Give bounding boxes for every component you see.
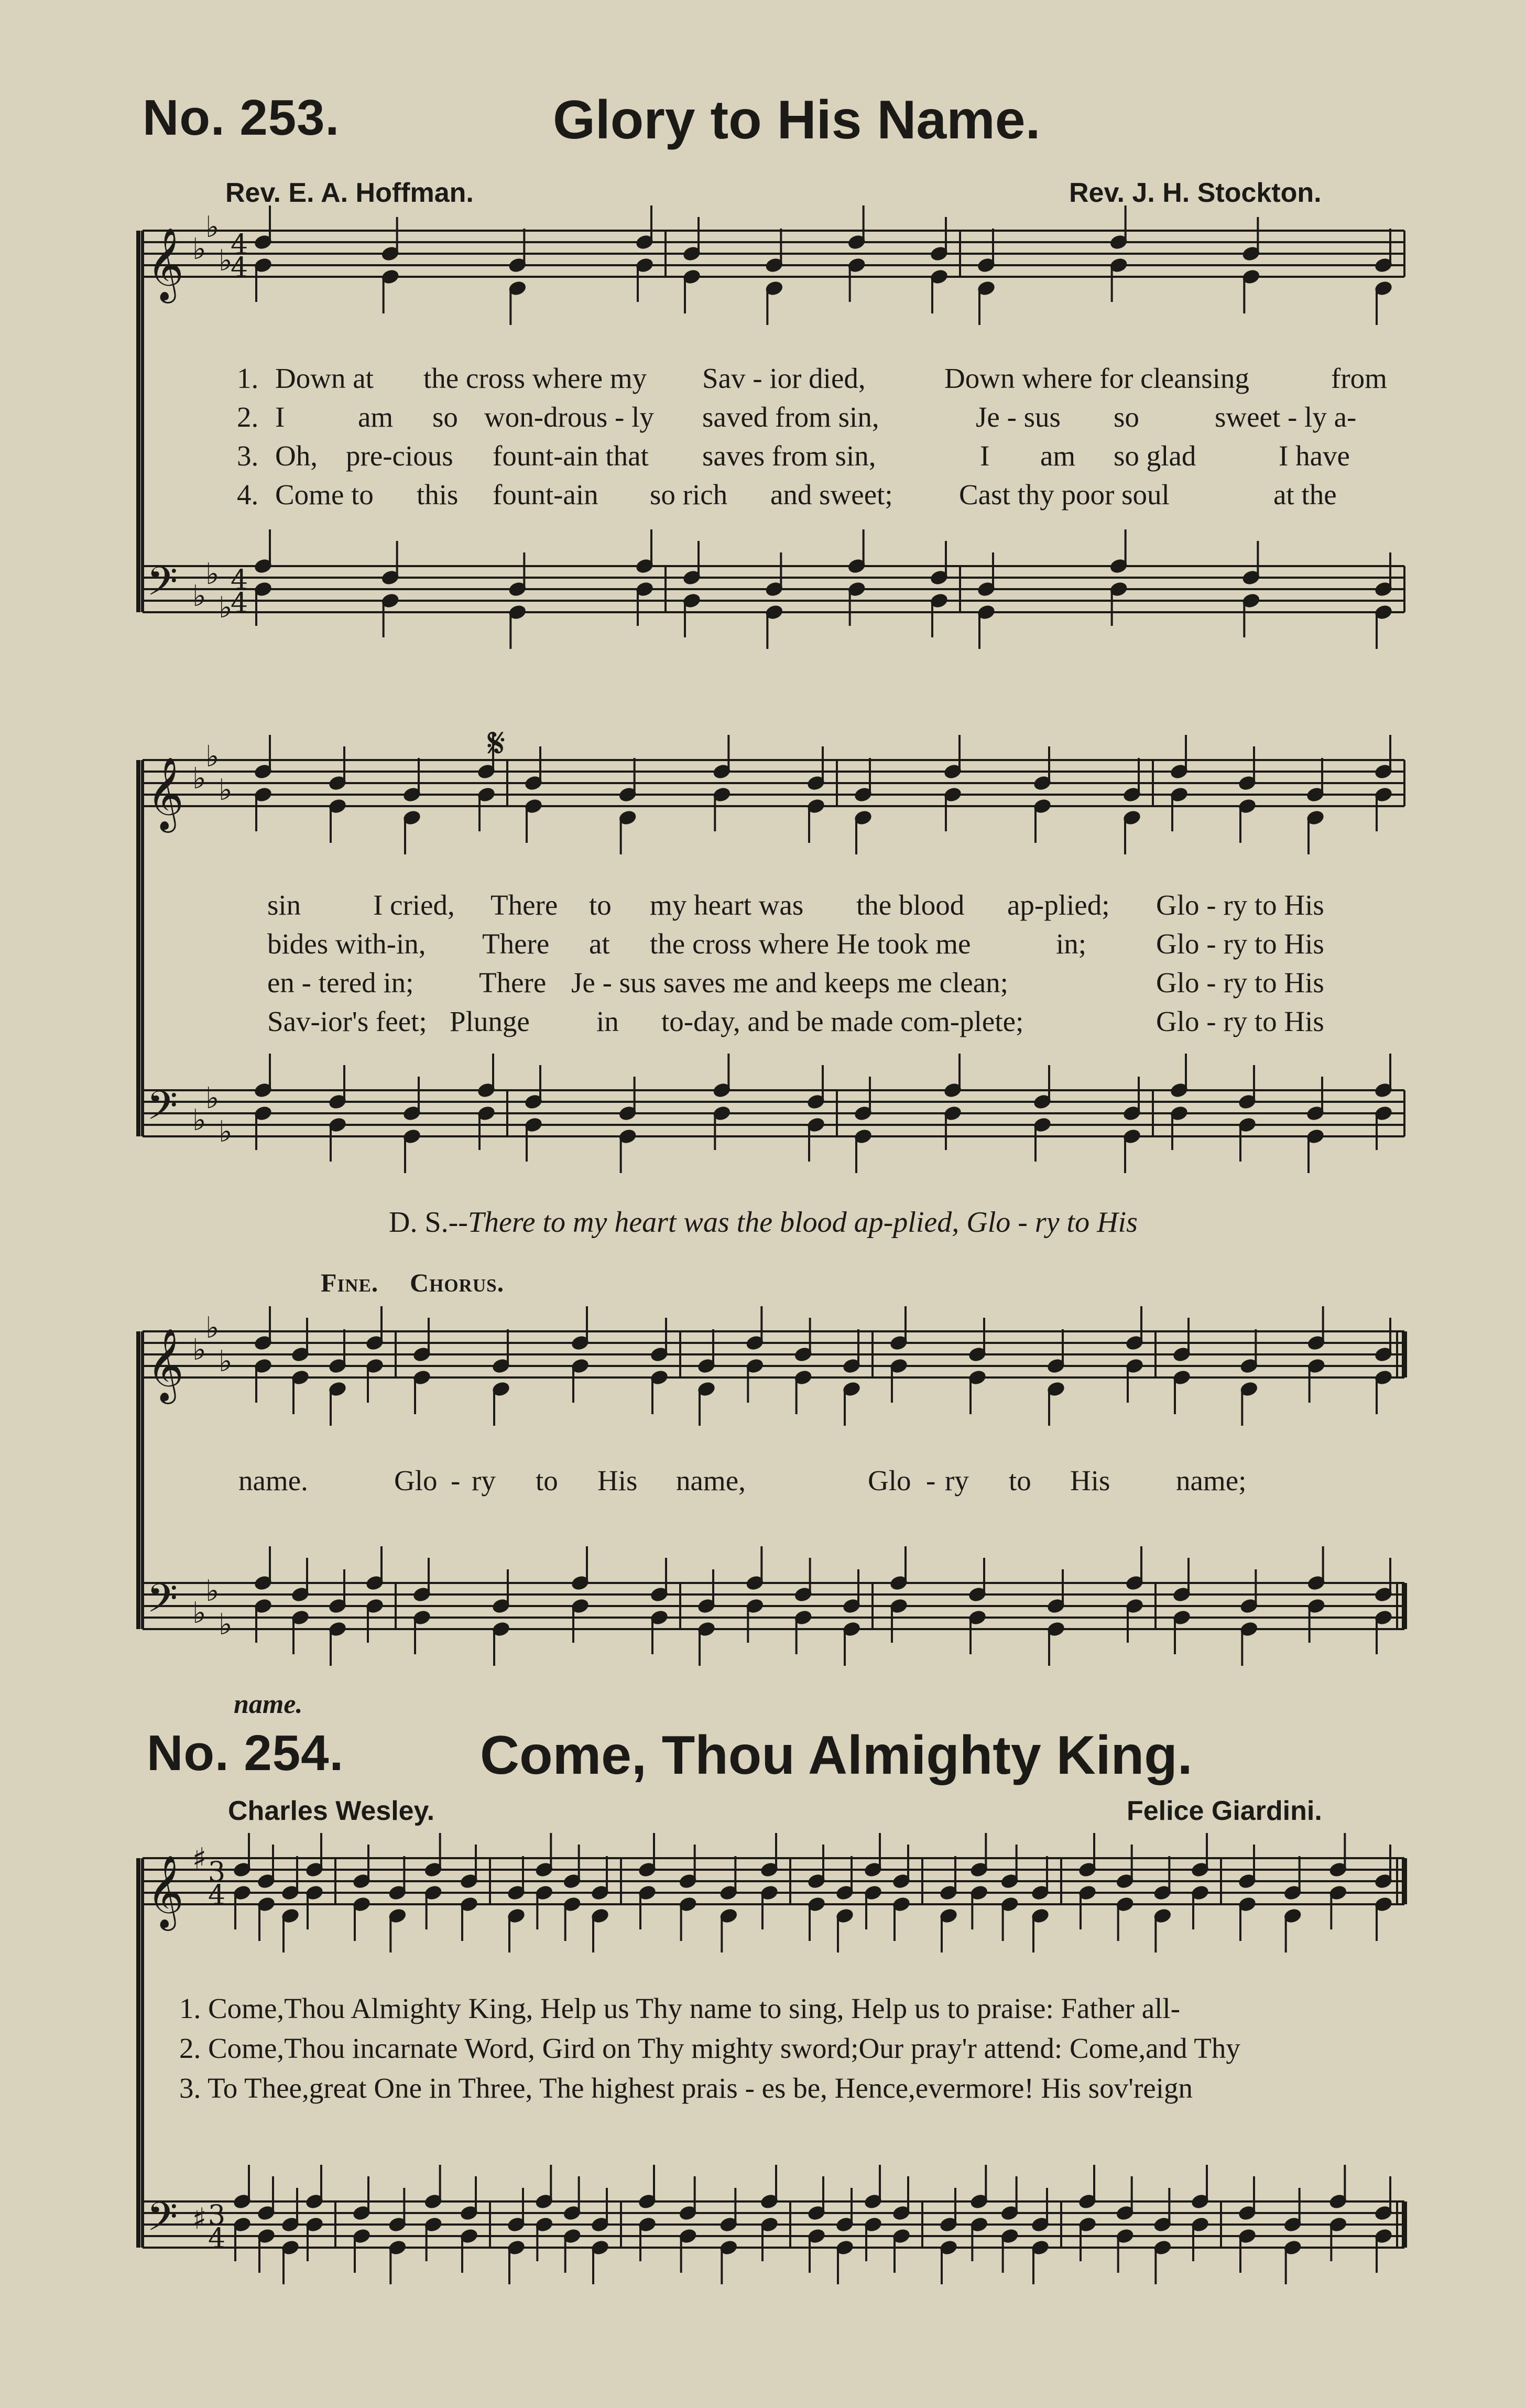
lyric-syllable: and sweet; — [770, 479, 893, 511]
flat-icon: ♭ — [205, 1574, 220, 1608]
lyric-syllable: name. — [238, 1465, 308, 1496]
lyric-syllable: Je - sus saves me and keeps me clean; — [571, 967, 1008, 999]
lyric-syllable: at — [589, 928, 610, 960]
lyric-syllable: from — [1331, 362, 1387, 394]
lyric-syllable: name, — [676, 1465, 746, 1496]
lyric-syllable: am — [1040, 440, 1076, 472]
lyric-syllable: won-drous - ly — [484, 401, 654, 433]
lyric-syllable: I have — [1279, 440, 1350, 472]
verse-1-line-2 — [0, 888, 1526, 925]
lyric-syllable: - — [926, 1465, 936, 1496]
flat-icon: ♭ — [205, 1081, 220, 1115]
verse-1-line-1 — [0, 362, 1526, 398]
lyric-syllable: Glo — [394, 1465, 438, 1496]
treble-clef-icon: 𝄞 — [147, 227, 184, 300]
verse-number: 3. — [237, 440, 259, 472]
lyric-syllable: in — [596, 1005, 619, 1037]
treble-clef-icon: 𝄞 — [147, 757, 184, 830]
verse-3-line-1 — [0, 439, 1526, 476]
flat-icon: ♭ — [219, 1608, 233, 1642]
lyric-syllable: so rich — [650, 479, 728, 511]
flat-icon: ♭ — [219, 773, 233, 807]
bass-clef-icon: 𝄢 — [147, 1575, 178, 1631]
lyric-syllable: Glo - ry to His — [1156, 1005, 1324, 1037]
lyric-syllable: Down where for cleansing — [944, 362, 1249, 394]
flat-icon: ♭ — [205, 740, 220, 774]
lyric-syllable: to — [1009, 1465, 1031, 1496]
lyric-syllable: this — [417, 479, 459, 511]
lyric-syllable: Sav - ior died, — [702, 362, 866, 394]
flat-icon: ♭ — [192, 1596, 206, 1630]
lyric-syllable: I — [275, 401, 285, 433]
lyric-syllable: ry — [472, 1465, 496, 1496]
ds-label: D. S.-- — [389, 1206, 468, 1239]
verse-4-line-1 — [0, 478, 1526, 515]
lyric-syllable: His — [597, 1465, 638, 1496]
lyric-syllable: Come to — [275, 479, 374, 511]
treble-clef-icon: 𝄞 — [147, 1328, 184, 1401]
fine-label: Fine. — [321, 1268, 379, 1297]
hymn-254-number: No. 254. — [147, 1725, 344, 1781]
lyric-syllable: the blood — [856, 889, 965, 921]
lyric-syllable: His — [1070, 1465, 1110, 1496]
lyric-syllable: sweet - ly a- — [1215, 401, 1357, 433]
verse-2-line-1 — [0, 400, 1526, 437]
hymn-253-title: Glory to His Name. — [553, 90, 1041, 150]
hymn-254-verse-2: 2. Come,Thou incarnate Word, Gird on Thy mighty sword;Our pray'r attend: Come,and Thy — [179, 2032, 1240, 2064]
ds-end-word: name. — [234, 1689, 303, 1719]
hymn-254-title: Come, Thou Almighty King. — [480, 1725, 1193, 1786]
lyric-syllable: so — [1114, 401, 1139, 433]
flat-icon: ♭ — [192, 579, 206, 613]
lyric-syllable: saves from sin, — [702, 440, 876, 472]
treble-clef-icon: 𝄞 — [147, 1855, 184, 1928]
hymn-253-music-credit: Rev. J. H. Stockton. — [1069, 178, 1322, 208]
lyric-syllable: in; — [1056, 928, 1087, 960]
ds-line — [389, 1206, 1138, 1239]
sharp-icon: ♯ — [192, 1842, 207, 1876]
verse-4-line-2 — [0, 1005, 1526, 1042]
time-signature-top: 4 — [231, 565, 248, 596]
lyric-syllable: at the — [1273, 479, 1337, 511]
lyric-syllable: the cross where my — [423, 362, 647, 394]
lyric-syllable: fount-ain that — [493, 440, 649, 472]
flat-icon: ♭ — [205, 557, 220, 591]
flat-icon: ♭ — [192, 1103, 206, 1137]
lyric-syllable: Glo - ry to His — [1156, 967, 1324, 999]
lyric-syllable: Glo - ry to His — [1156, 928, 1324, 960]
chorus-label: Chorus. — [410, 1268, 505, 1297]
lyric-syllable: name; — [1176, 1465, 1247, 1496]
flat-icon: ♭ — [219, 1344, 233, 1379]
lyric-syllable: am — [358, 401, 394, 433]
verse-2-line-2 — [0, 927, 1526, 964]
time-signature-bottom: 4 — [231, 252, 248, 284]
lyric-syllable: so — [432, 401, 458, 433]
flat-icon: ♭ — [192, 232, 206, 266]
time-signature-bottom: 4 — [208, 1880, 226, 1911]
time-signature-bottom: 4 — [208, 2223, 226, 2254]
lyric-syllable: There — [482, 928, 550, 960]
lyric-syllable: ry — [945, 1465, 969, 1496]
hymn-254-verse-1: 1. Come,Thou Almighty King, Help us Thy name to sing, Help us to praise: Father all- — [179, 1992, 1181, 2024]
lyric-syllable: pre-cious — [346, 440, 453, 472]
verse-number: 1. — [237, 362, 259, 394]
lyric-syllable: bides with-in, — [267, 928, 426, 960]
hymn-253-words-credit: Rev. E. A. Hoffman. — [225, 178, 474, 208]
time-signature-top: 3 — [208, 1857, 226, 1888]
lyric-syllable: Glo — [868, 1465, 911, 1496]
lyric-syllable: to-day, and be made com-plete; — [661, 1005, 1024, 1037]
lyric-syllable: Oh, — [275, 440, 318, 472]
hymn-254-music-credit: Felice Giardini. — [1127, 1796, 1322, 1826]
lyric-syllable: to — [536, 1465, 558, 1496]
system-brace — [136, 1858, 140, 2248]
bass-clef-icon: 𝄢 — [147, 558, 178, 614]
lyric-syllable: so glad — [1114, 440, 1196, 472]
flat-icon: ♭ — [219, 591, 233, 625]
bass-clef-icon: 𝄢 — [147, 2194, 178, 2250]
verse-number: 2. — [237, 401, 259, 433]
system-brace — [136, 1331, 140, 1629]
lyric-syllable: Down at — [275, 362, 374, 394]
lyric-syllable: Plunge — [450, 1005, 530, 1037]
flat-icon: ♭ — [192, 762, 206, 796]
flat-icon: ♭ — [192, 1333, 206, 1367]
lyric-syllable: Je - sus — [976, 401, 1061, 433]
lyric-syllable: saved from sin, — [702, 401, 879, 433]
sharp-icon: ♯ — [192, 2202, 207, 2236]
lyric-syllable: I — [980, 440, 990, 472]
bass-clef-icon: 𝄢 — [147, 1082, 178, 1138]
lyric-syllable: There — [479, 967, 547, 999]
lyric-syllable: There — [490, 889, 558, 921]
lyric-syllable: Cast thy poor soul — [959, 479, 1170, 511]
verse-number: 4. — [237, 479, 259, 511]
lyric-syllable: my heart was — [650, 889, 804, 921]
lyric-syllable: ap-plied; — [1007, 889, 1110, 921]
lyric-syllable: I cried, — [373, 889, 455, 921]
time-signature-top: 4 — [231, 229, 248, 261]
ds-text: There to my heart was the blood ap-plied, Glo - ry to His — [467, 1206, 1138, 1239]
lyric-syllable: sin — [267, 889, 301, 921]
time-signature-top: 3 — [208, 2200, 226, 2231]
time-signature-bottom: 4 — [231, 588, 248, 619]
lyric-syllable: the cross where He took me — [650, 928, 971, 960]
flat-icon: ♭ — [219, 244, 233, 278]
flat-icon: ♭ — [219, 1115, 233, 1149]
lyric-syllable: Glo - ry to His — [1156, 889, 1324, 921]
lyric-syllable: - — [451, 1465, 461, 1496]
lyric-syllable: to — [589, 889, 612, 921]
hymn-254-verse-3: 3. To Thee,great One in Three, The highest prais - es be, Hence,evermore! His sov'reign — [179, 2072, 1193, 2104]
hymn-253-number: No. 253. — [143, 90, 340, 146]
lyric-syllable: en - tered in; — [267, 967, 414, 999]
lyric-syllable: fount-ain — [493, 479, 598, 511]
verse-3-line-2 — [0, 966, 1526, 1003]
segno-icon: 𝄋 — [487, 719, 506, 767]
flat-icon: ♭ — [205, 1311, 220, 1345]
lyric-syllable: Sav-ior's feet; — [267, 1005, 427, 1037]
flat-icon: ♭ — [205, 210, 220, 244]
hymn-254-words-credit: Charles Wesley. — [228, 1796, 435, 1826]
